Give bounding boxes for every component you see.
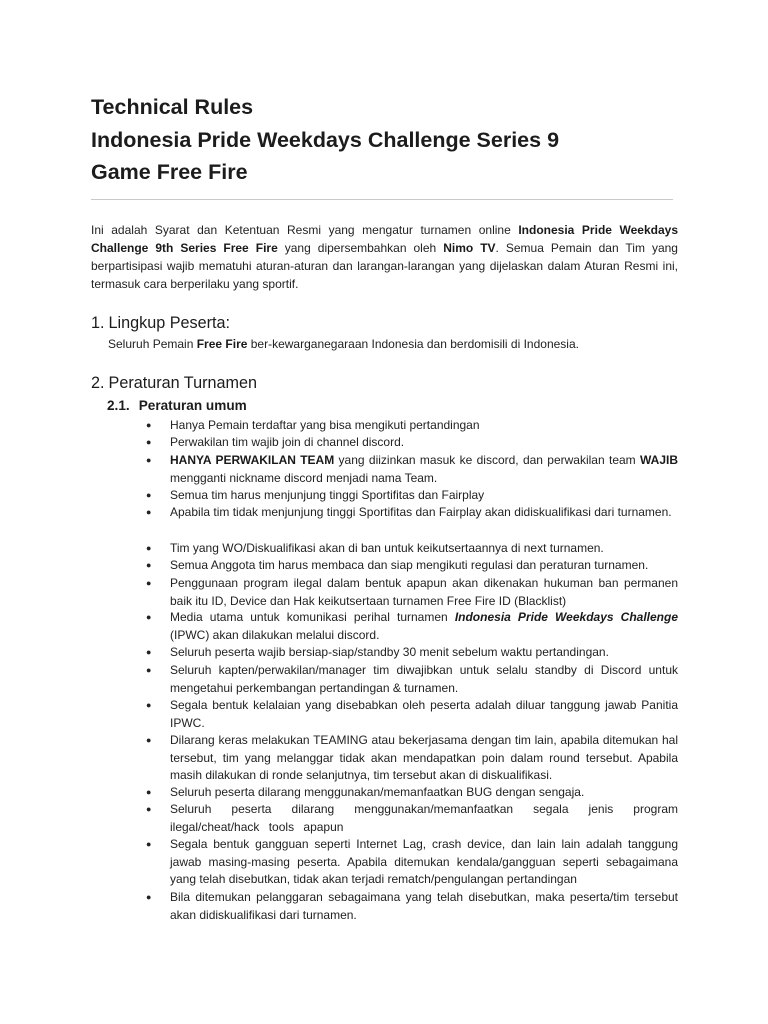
rule-text: Bila ditemukan pelanggaran sebagaimana yang telah disebutkan, maka peserta/tim tersebut akan didiskualifikasi dari turnamen. [170,890,678,922]
rule-emphasis: HANYA PERWAKILAN TEAM [170,453,335,467]
rule-emphasis: Indonesia Pride Weekdays Challenge [454,610,678,624]
section-1-title: Lingkup Peserta: [108,314,231,332]
rule-text-part: mengganti nickname discord menjadi nama Team. [170,470,438,485]
bullet-icon: ● [146,507,152,517]
bullet-icon: ● [146,437,152,447]
bullet-icon: ● [146,490,152,500]
section-1-body [108,336,579,352]
rule-text: Penggunaan program ilegal dalam bentuk apapun akan dikenakan hukuman ban permanen baik itu ID, Device dan Hak keikutsertaan turnamen Free Fire ID (Blacklist) [170,576,678,608]
bullet-icon: ● [146,735,152,745]
bullet-icon: ● [146,560,152,570]
subsection-2-1-heading [107,397,247,415]
rule-text [170,609,678,644]
rule-text: Hanya Pemain terdaftar yang bisa mengikuti pertandingan [170,418,480,432]
rule-text: Segala bentuk kelalaian yang disebabkan oleh peserta adalah diluar tanggung jawab Panitia IPWC. [170,698,678,730]
bullet-icon: ● [146,839,152,849]
intro-text-1: Ini adalah Syarat dan Ketentuan Resmi yang mengatur turnamen online [91,223,519,237]
subsection-2-1-title: Peraturan umum [138,398,247,413]
bullet-icon: ● [146,455,152,465]
intro-text-3: . Semua Pemain dan Tim yang berpartisipasi wajib mematuhi aturan-aturan dan larangan-larangan yang dijelaskan dalam Aturan Resmi ini, termasuk cara berperilaku yang sportif. [91,241,678,291]
rule-text: Semua tim harus menjunjung tinggi Sportifitas dan Fairplay [170,488,485,502]
rule-text: Seluruh peserta dilarang menggunakan/memanfaatkan BUG dengan sengaja. [170,785,585,799]
section-1-text-b: ber-kewarganegaraan Indonesia dan berdomisili di Indonesia. [247,337,579,351]
rule-text [170,452,678,487]
section-1-heading [91,313,230,333]
rule-text-part: yang diizinkan masuk ke discord, dan perwakilan team [334,453,640,467]
section-1-game-name: Free Fire [196,337,248,351]
rule-text: Dilarang keras melakukan TEAMING atau bekerjasama dengan tim lain, apabila ditemukan hal tersebut, tim yang melanggar tidak akan mendapatkan poin dalam round tersebut. Apabila masih dilakukan di ronde selanjutnya, tim tersebut akan di diskualifikasi. [170,733,678,782]
title-line-3: Game Free Fire [91,160,248,184]
rule-emphasis: WAJIB [640,453,679,467]
rule-text-part: (IPWC) akan dilakukan melalui discord. [170,627,380,642]
intro-text-2: yang dipersembahkan oleh [277,241,444,255]
bullet-icon: ● [146,647,152,657]
rule-text: Tim yang WO/Diskualifikasi akan di ban untuk keikutsertaannya di next turnamen. [170,541,604,555]
section-1-text-a: Seluruh Pemain [108,337,197,351]
bullet-icon: ● [146,700,152,710]
rule-text: Perwakilan tim wajib join di channel discord. [170,435,405,449]
bullet-icon: ● [146,578,152,588]
subsection-2-1-number: 2.1. [107,398,130,413]
rule-text: Seluruh kapten/perwakilan/manager tim diwajibkan untuk selalu standby di Discord untuk mengetahui perkembangan pertandingan & turnamen. [170,663,678,695]
section-2-heading [91,373,257,393]
bullet-icon: ● [146,420,152,430]
rule-text: Segala bentuk gangguan seperti Internet Lag, crash device, dan lain lain adalah tanggung jawab masing-masing peserta. Apabila ditemukan kendala/gangguan seperti sebagaimana yang telah disebutkan, tidak akan terjadi rematch/pengulangan pertandingan [170,837,678,886]
rule-text: Seluruh peserta wajib bersiap-siap/standby 30 menit sebelum waktu pertandingan. [170,645,609,659]
bullet-icon: ● [146,612,152,622]
bullet-icon: ● [146,787,152,797]
section-2-title: Peraturan Turnamen [108,374,257,392]
section-1-number: 1. [91,314,105,332]
bullet-icon: ● [146,892,152,902]
rule-text-part: Media utama untuk komunikasi perihal turnamen [170,610,455,624]
bullet-icon: ● [146,543,152,553]
section-2-number: 2. [91,374,105,392]
document-title [91,91,691,189]
rule-text: Apabila tim tidak menjunjung tinggi Sportifitas dan Fairplay akan didiskualifikasi dari turnamen. [170,505,672,519]
intro-paragraph [91,221,678,293]
bullet-icon: ● [146,804,152,814]
bullet-icon: ● [146,665,152,675]
title-divider [91,199,673,200]
title-line-1: Technical Rules [91,95,254,119]
rule-text: Semua Anggota tim harus membaca dan siap mengikuti regulasi dan peraturan turnamen. [170,558,649,572]
intro-tournament-name: Indonesia Pride Weekdays Challenge 9th Series Free Fire [91,223,678,255]
intro-sponsor-name: Nimo TV [443,241,496,255]
title-line-2: Indonesia Pride Weekdays Challenge Series 9 [91,127,560,152]
rule-text: Seluruh peserta dilarang menggunakan/memanfaatkan segala jenis program ilegal/cheat/hack tools apapun [170,802,678,834]
